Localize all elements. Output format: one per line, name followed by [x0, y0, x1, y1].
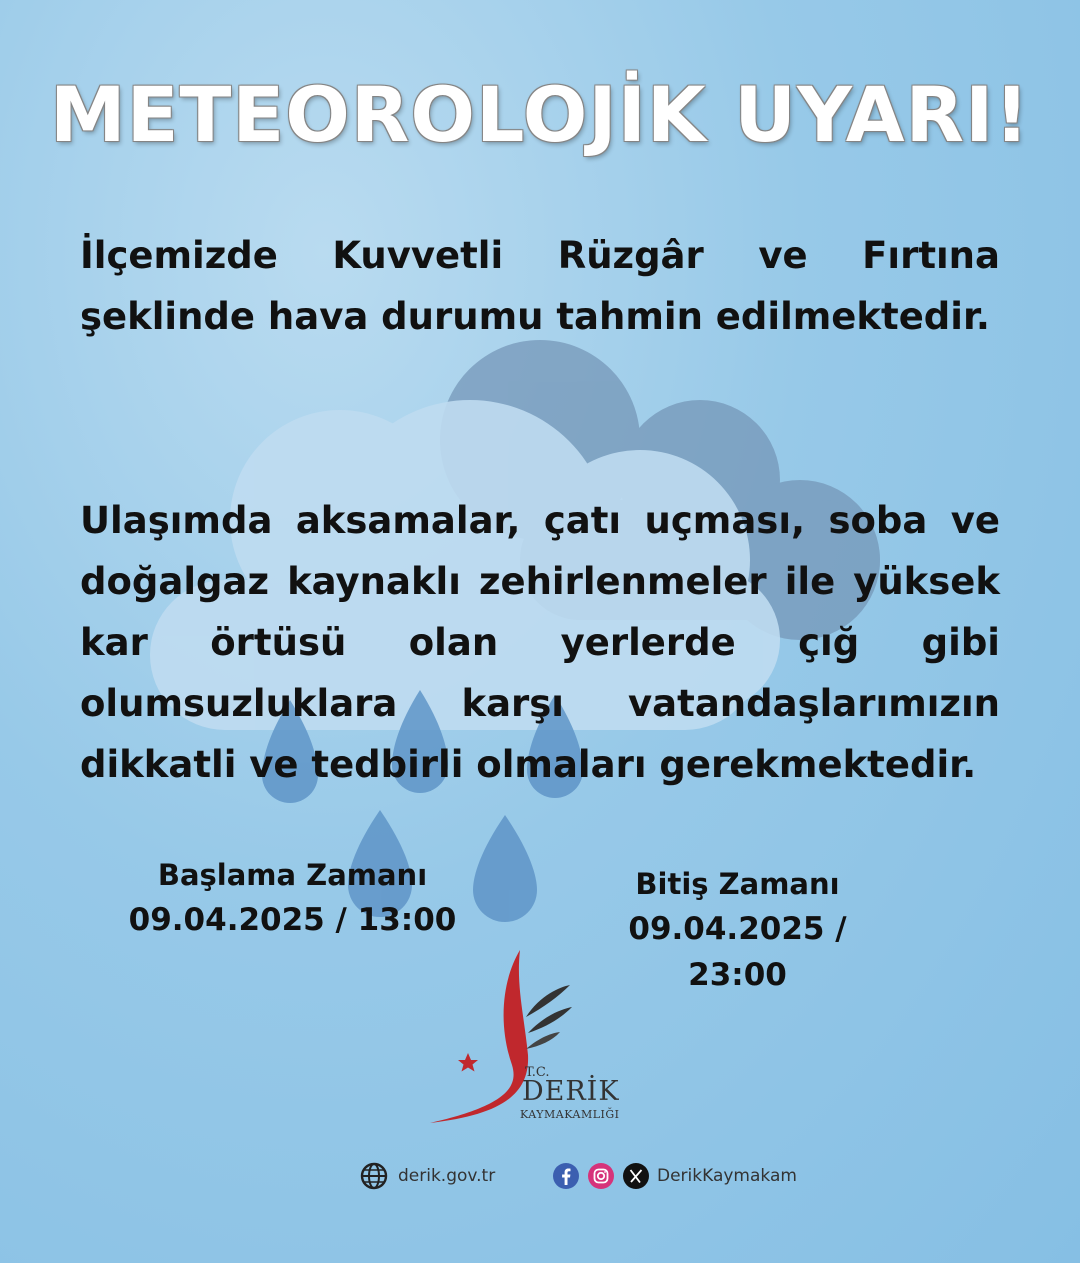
- facebook-icon[interactable]: [552, 1162, 580, 1190]
- logo-name-text: DERİK: [522, 1076, 620, 1107]
- end-time-label: Bitiş Zamanı: [635, 867, 840, 901]
- forecast-paragraph: İlçemizde Kuvvetli Rüzgâr ve Fırtına şeklinde hava durumu tahmin edilmektedir.: [80, 234, 1000, 338]
- instagram-icon[interactable]: [587, 1162, 615, 1190]
- social-footer[interactable]: [552, 1160, 797, 1192]
- end-time-value: 09.04.2025 / 23:00: [628, 911, 847, 993]
- page-title: METEOROLOJİK UYARI!: [49, 70, 1031, 159]
- website-link[interactable]: derik.gov.tr: [398, 1166, 496, 1186]
- start-time-value: 09.04.2025 / 13:00: [128, 902, 457, 938]
- social-handle[interactable]: DerikKaymakam: [657, 1166, 797, 1186]
- website-footer[interactable]: [360, 1160, 495, 1192]
- logo-tc-text: T.C.: [525, 1065, 550, 1080]
- globe-icon: [360, 1162, 388, 1190]
- start-time-block: [120, 853, 465, 943]
- start-time-label: Başlama Zamanı: [157, 858, 428, 892]
- warning-paragraph: Ulaşımda aksamalar, çatı uçması, soba ve doğalgaz kaynaklı zehirlenmeler ile yüksek kar örtüsü olan yerlerde çığ gibi olumsuzluklara karşı vatandaşlarımızın dikkatli ve tedbirli olmaları gerekmektedir.: [80, 499, 1000, 786]
- logo-subtitle-text: KAYMAKAMLIĞI: [520, 1108, 620, 1121]
- x-icon[interactable]: [622, 1162, 650, 1190]
